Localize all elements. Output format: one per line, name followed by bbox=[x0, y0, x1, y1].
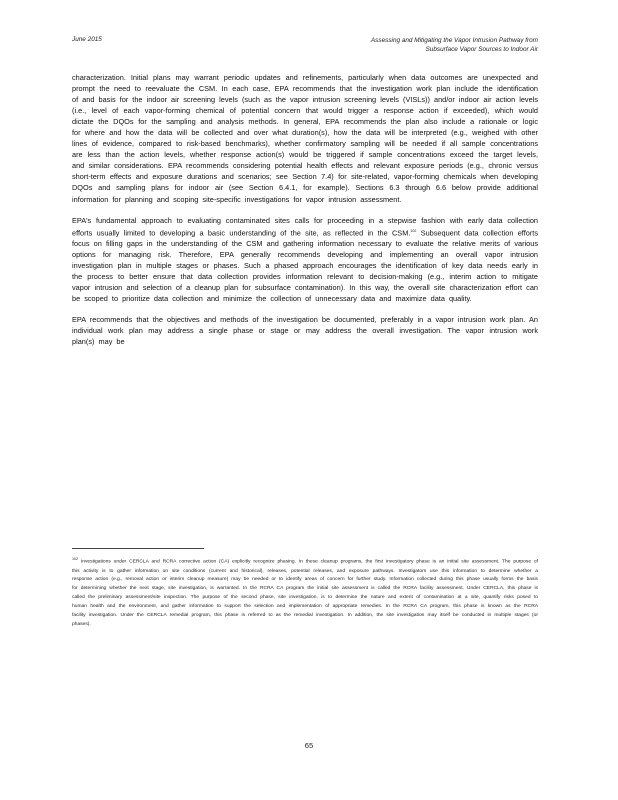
footnote-divider bbox=[72, 548, 204, 549]
header-title bbox=[288, 36, 538, 54]
footnote-reference: 102 bbox=[410, 228, 417, 233]
header-title-line2: Subsurface Vapor Sources to Indoor Air bbox=[425, 46, 538, 53]
body-text bbox=[72, 72, 538, 358]
paragraph-work-plan: EPA recommends that the objectives and methods of the investigation be documented, preferably in a vapor intrusion work plan. An individual work plan may address a single phase or stage or may address the overall investigation. The vapor intrusion work plan(s) may be bbox=[72, 315, 538, 347]
footnote-text: Investigations under CERCLA and RCRA corrective action (CA) explicitly recognize phasing. In these cleanup programs, the first investigatory phase is an initial site assessment. The purpose of this activity is to gather information on site conditions (current and historical), releases, potential releases, and exposure pathways. Investigators use this information to determine whether a response action (e.g., removal action or interim cleanup measure) may be needed or to identify areas of concern for further study. Information collected during this phase usually forms the basis for determining whether the next stage, site investigation, is warranted. In the RCRA CA program the initial site assessment is called the RCRA facility assessment. Under CERCLA, this phase is called the preliminary assessment/site inspection. The purpose of the second phase, site investigation, is to determine the nature and extent of contamination at a site, quantify risks posed to human health and the environment, and gather information to support the selection and implementation of appropriate remedies. In the RCRA CA program, this phase is known as the RCRA facility investigation. Under the CERCLA remedial program, this phase is referred to as the remedial investigation. In addition, the site investigation may itself be conducted in multiple stages (or phases). bbox=[72, 559, 539, 627]
footnote-number: 102 bbox=[72, 557, 78, 561]
footnote bbox=[72, 555, 538, 630]
paragraph-phased-approach-end: Subsequent data collection efforts focus on filling gaps in the understanding of the CSM and gathering information necessary to evaluate the relative merits of various options for managing risk. Therefore, EPA generally recommends developing and implementing an overall vapor intrusion investigation plan in multiple stages or phases. Such a phased approach encourages the identification of key data needs early in the process to better ensure that data collection provides information relevant to decision-making (e.g., interim action to mitigate vapor intrusion and selection of a cleanup plan for subsurface contamination). In this way, the overall site characterization effort can be scoped to prioritize data collection and minimize the collection of unnecessary data and maximize data quality. bbox=[72, 228, 538, 304]
paragraph-phased-approach bbox=[72, 215, 538, 305]
paragraph-characterization: characterization. Initial plans may warrant periodic updates and refinements, particularly when data outcomes are unexpected and prompt the need to reevaluate the CSM. In each case, EPA recommends that the investigation work plan include the identification of and basis for the indoor air screening levels (such as the vapor intrusion screening levels (VISLs)) and/or indoor air action levels (i.e., level of each vapor-forming chemical of potential concern that would trigger a response action if exceeded), which would dictate the DQOs for the sampling and analysis methods. In general, EPA recommends the plan also include a rationale or logic for where and how the data will be collected and over what duration(s), how the data will be interpreted (e.g., weighed with other lines of evidence, compared to risk-based benchmarks), whether confirmatory sampling will be needed if all sample concentrations are less than the action levels, whether response action(s) would be triggered if sample concentrations exceed the target levels, and similar considerations. EPA recommends considering potential health effects and relevant exposure periods (e.g., chronic versus short-term effects and exposure durations and scenarios; see Section 7.4) for site-related, vapor-forming chemicals when developing DQOs and sampling plans for indoor air (see Section 6.4.1, for example). Sections 6.3 through 6.6 below provide additional information for planning and scoping site-specific investigations for vapor intrusion assessment. bbox=[72, 73, 538, 204]
page-number: 65 bbox=[304, 741, 314, 750]
paragraph-phased-approach-start: EPA's fundamental approach to evaluating contaminated sites calls for proceeding in a stepwise fashion with early data collection efforts usually limited to developing a basic understanding of the site, as reflected in the CSM. bbox=[72, 215, 538, 238]
header-title-line1: Assessing and Mitigating the Vapor Intrusion Pathway from bbox=[370, 37, 538, 44]
header-date: June 2015 bbox=[72, 36, 102, 43]
